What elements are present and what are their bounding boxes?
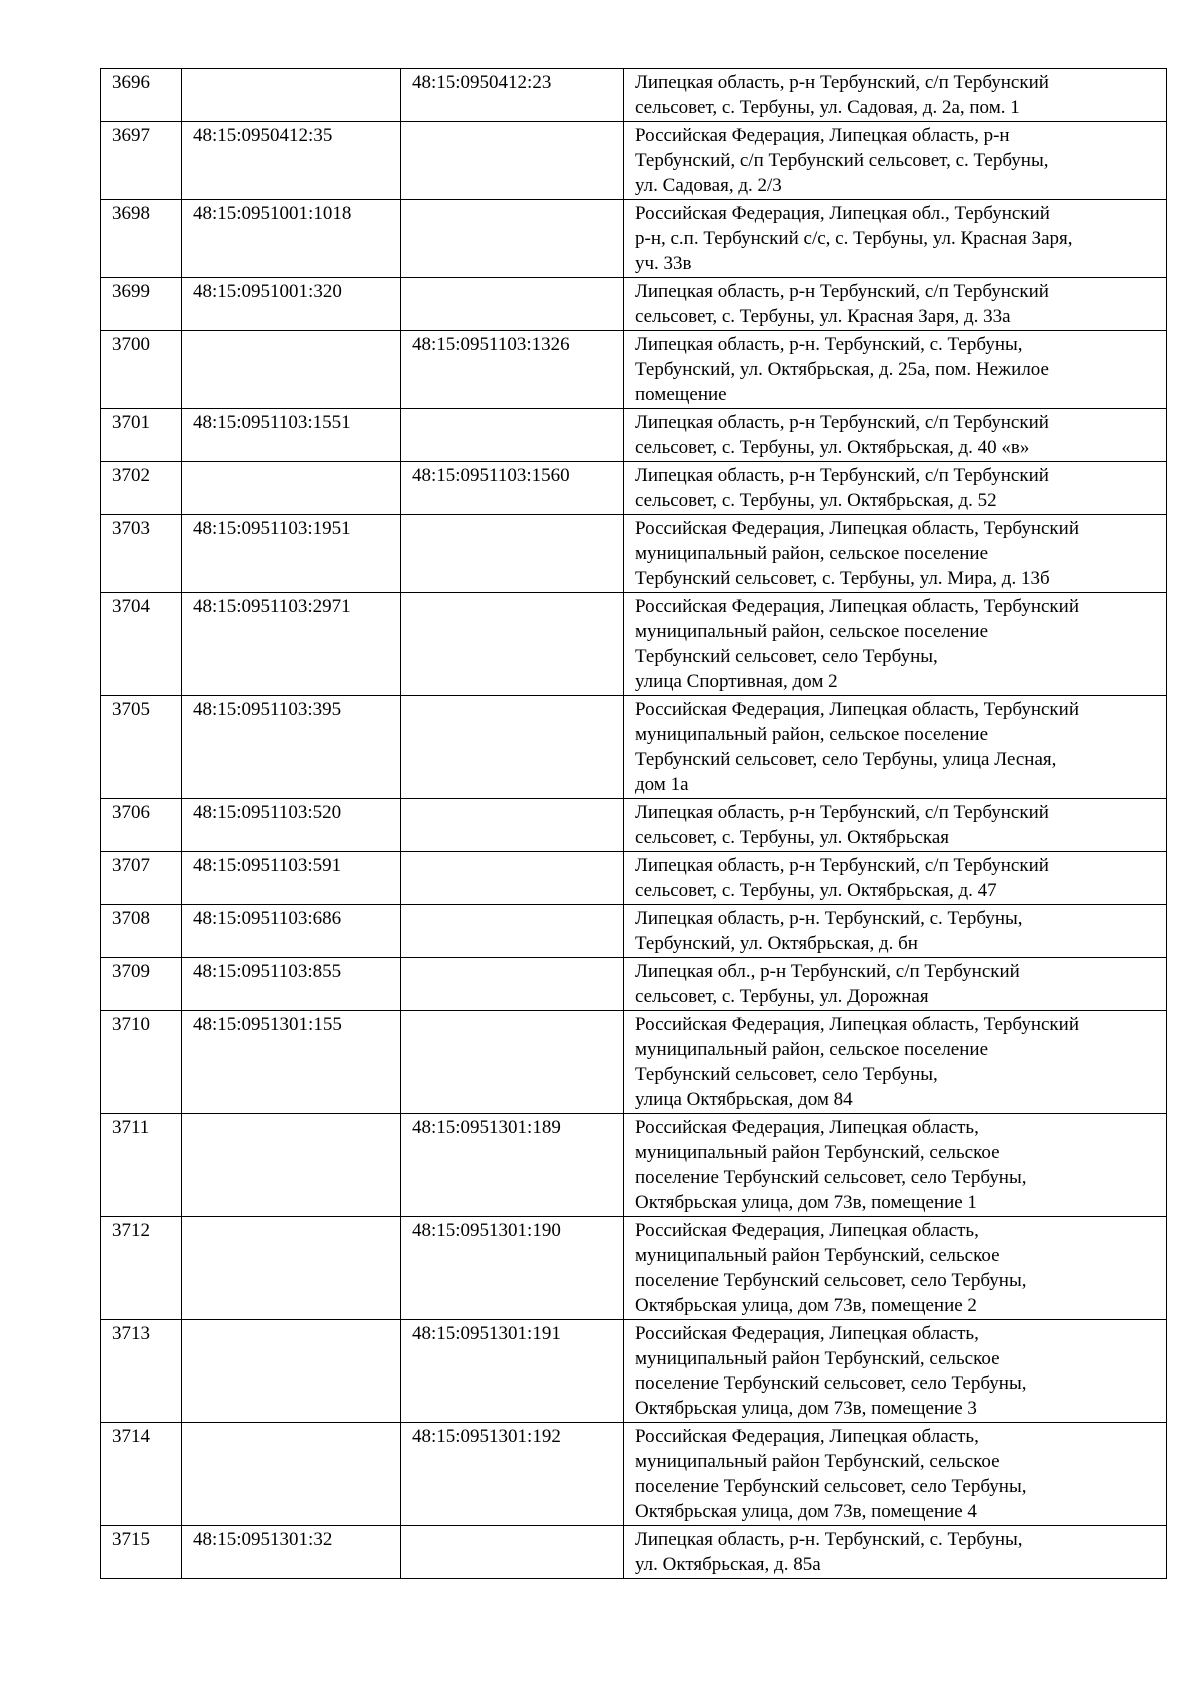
- row-number-cell: 3701: [101, 409, 182, 462]
- address-line: Российская Федерация, Липецкая область, Тербунский: [635, 596, 1079, 617]
- row-number-cell: 3700: [101, 331, 182, 409]
- address-line: Тербунский сельсовет, село Тербуны, улица Лесная,: [635, 749, 1057, 770]
- address-line: Октябрьская улица, дом 73в, помещение 4: [635, 1501, 977, 1522]
- address-line: муниципальный район, сельское поселение: [635, 543, 989, 564]
- table-row: [101, 1114, 1167, 1217]
- address-cell: [624, 905, 1167, 958]
- building-cadastral-number-cell: [401, 200, 624, 278]
- table-row: [101, 1526, 1167, 1579]
- address-line: сельсовет, с. Тербуны, ул. Октябрьская, д. 52: [635, 490, 997, 511]
- address-cell: [624, 515, 1167, 593]
- land-cadastral-number-cell: 48:15:0951103:520: [182, 799, 401, 852]
- address-line: Российская Федерация, Липецкая область, Тербунский: [635, 1014, 1079, 1035]
- address-line: улица Спортивная, дом 2: [635, 671, 838, 692]
- land-cadastral-number-cell: 48:15:0951103:2971: [182, 593, 401, 696]
- table-row: [101, 1423, 1167, 1526]
- address-line: муниципальный район Тербунский, сельское: [635, 1142, 1000, 1163]
- address-line: уч. 33в: [635, 253, 692, 274]
- address-line: Тербунский, с/п Тербунский сельсовет, с. Тербуны,: [635, 150, 1049, 171]
- row-number-cell: 3697: [101, 122, 182, 200]
- address-cell: [624, 278, 1167, 331]
- table-row: [101, 200, 1167, 278]
- land-cadastral-number-cell: [182, 69, 401, 122]
- address-line: Российская Федерация, Липецкая область,: [635, 1117, 979, 1138]
- table-row: [101, 515, 1167, 593]
- address-cell: [624, 409, 1167, 462]
- building-cadastral-number-cell: [401, 409, 624, 462]
- address-line: Тербунский, ул. Октябрьская, д. 25а, пом. Нежилое: [635, 359, 1049, 380]
- row-number-cell: 3710: [101, 1011, 182, 1114]
- table-row: [101, 69, 1167, 122]
- address-line: Тербунский сельсовет, с. Тербуны, ул. Мира, д. 13б: [635, 568, 1050, 589]
- address-cell: [624, 799, 1167, 852]
- address-line: Российская Федерация, Липецкая область,: [635, 1426, 979, 1447]
- table-row: [101, 905, 1167, 958]
- address-line: Российская Федерация, Липецкая область, р-н: [635, 125, 1010, 146]
- row-number-cell: 3706: [101, 799, 182, 852]
- address-line: ул. Октябрьская, д. 85а: [635, 1554, 821, 1575]
- address-line: муниципальный район Тербунский, сельское: [635, 1348, 1000, 1369]
- land-cadastral-number-cell: 48:15:0951301:155: [182, 1011, 401, 1114]
- address-line: ул. Садовая, д. 2/3: [635, 175, 782, 196]
- land-cadastral-number-cell: 48:15:0951103:855: [182, 958, 401, 1011]
- address-line: Октябрьская улица, дом 73в, помещение 1: [635, 1192, 977, 1213]
- table-row: [101, 1217, 1167, 1320]
- table-row: [101, 593, 1167, 696]
- address-line: муниципальный район, сельское поселение: [635, 621, 989, 642]
- address-line: дом 1а: [635, 774, 689, 795]
- address-line: сельсовет, с. Тербуны, ул. Дорожная: [635, 986, 929, 1007]
- land-cadastral-number-cell: [182, 1114, 401, 1217]
- land-cadastral-number-cell: [182, 331, 401, 409]
- land-cadastral-number-cell: [182, 1423, 401, 1526]
- row-number-cell: 3714: [101, 1423, 182, 1526]
- address-cell: [624, 958, 1167, 1011]
- address-line: Липецкая область, р-н Тербунский, с/п Тербунский: [635, 72, 1049, 93]
- address-cell: [624, 69, 1167, 122]
- land-cadastral-number-cell: [182, 1217, 401, 1320]
- row-number-cell: 3711: [101, 1114, 182, 1217]
- land-cadastral-number-cell: 48:15:0951103:1551: [182, 409, 401, 462]
- row-number-cell: 3707: [101, 852, 182, 905]
- row-number-cell: 3715: [101, 1526, 182, 1579]
- land-cadastral-number-cell: 48:15:0951103:591: [182, 852, 401, 905]
- row-number-cell: 3709: [101, 958, 182, 1011]
- address-cell: [624, 1217, 1167, 1320]
- building-cadastral-number-cell: 48:15:0951103:1560: [401, 462, 624, 515]
- table-row: [101, 409, 1167, 462]
- address-cell: [624, 1320, 1167, 1423]
- land-cadastral-number-cell: 48:15:0951103:1951: [182, 515, 401, 593]
- address-line: сельсовет, с. Тербуны, ул. Октябрьская, д. 47: [635, 880, 997, 901]
- building-cadastral-number-cell: [401, 122, 624, 200]
- table-row: [101, 696, 1167, 799]
- row-number-cell: 3708: [101, 905, 182, 958]
- address-line: Российская Федерация, Липецкая область,: [635, 1220, 979, 1241]
- row-number-cell: 3696: [101, 69, 182, 122]
- address-line: улица Октябрьская, дом 84: [635, 1089, 853, 1110]
- row-number-cell: 3698: [101, 200, 182, 278]
- building-cadastral-number-cell: 48:15:0951301:191: [401, 1320, 624, 1423]
- table-row: [101, 1011, 1167, 1114]
- address-cell: [624, 1423, 1167, 1526]
- land-cadastral-number-cell: [182, 1320, 401, 1423]
- address-cell: [624, 122, 1167, 200]
- row-number-cell: 3705: [101, 696, 182, 799]
- land-cadastral-number-cell: 48:15:0951103:395: [182, 696, 401, 799]
- table-row: [101, 958, 1167, 1011]
- building-cadastral-number-cell: [401, 799, 624, 852]
- address-line: помещение: [635, 384, 727, 405]
- address-cell: [624, 852, 1167, 905]
- land-cadastral-number-cell: 48:15:0951301:32: [182, 1526, 401, 1579]
- row-number-cell: 3704: [101, 593, 182, 696]
- address-line: Октябрьская улица, дом 73в, помещение 2: [635, 1295, 977, 1316]
- address-line: Тербунский сельсовет, село Тербуны,: [635, 646, 938, 667]
- building-cadastral-number-cell: [401, 905, 624, 958]
- address-cell: [624, 1011, 1167, 1114]
- address-line: муниципальный район Тербунский, сельское: [635, 1245, 1000, 1266]
- address-cell: [624, 1114, 1167, 1217]
- address-line: муниципальный район, сельское поселение: [635, 724, 989, 745]
- address-cell: [624, 1526, 1167, 1579]
- address-line: Липецкая область, р-н. Тербунский, с. Тербуны,: [635, 908, 1023, 929]
- address-cell: [624, 593, 1167, 696]
- row-number-cell: 3699: [101, 278, 182, 331]
- address-line: Липецкая обл., р-н Тербунский, с/п Тербунский: [635, 961, 1020, 982]
- address-line: сельсовет, с. Тербуны, ул. Октябрьская, д. 40 «в»: [635, 437, 1030, 458]
- land-cadastral-number-cell: 48:15:0951001:320: [182, 278, 401, 331]
- address-line: муниципальный район, сельское поселение: [635, 1039, 989, 1060]
- address-line: Российская Федерация, Липецкая область, Тербунский: [635, 699, 1079, 720]
- row-number-cell: 3712: [101, 1217, 182, 1320]
- building-cadastral-number-cell: 48:15:0951301:192: [401, 1423, 624, 1526]
- table-row: [101, 852, 1167, 905]
- address-line: Тербунский, ул. Октябрьская, д. бн: [635, 933, 918, 954]
- building-cadastral-number-cell: [401, 958, 624, 1011]
- building-cadastral-number-cell: [401, 1526, 624, 1579]
- address-cell: [624, 200, 1167, 278]
- address-cell: [624, 696, 1167, 799]
- table-row: [101, 122, 1167, 200]
- table-row: [101, 331, 1167, 409]
- address-line: р-н, с.п. Тербунский с/с, с. Тербуны, ул. Красная Заря,: [635, 228, 1073, 249]
- address-line: Липецкая область, р-н. Тербунский, с. Тербуны,: [635, 1529, 1023, 1550]
- property-registry-table: [100, 68, 1167, 1579]
- address-line: Липецкая область, р-н Тербунский, с/п Тербунский: [635, 281, 1049, 302]
- registry-table-body: [101, 69, 1167, 1579]
- address-line: муниципальный район Тербунский, сельское: [635, 1451, 1000, 1472]
- table-row: [101, 462, 1167, 515]
- address-line: Липецкая область, р-н. Тербунский, с. Тербуны,: [635, 334, 1023, 355]
- building-cadastral-number-cell: [401, 515, 624, 593]
- address-line: поселение Тербунский сельсовет, село Тербуны,: [635, 1167, 1027, 1188]
- address-line: сельсовет, с. Тербуны, ул. Октябрьская: [635, 827, 949, 848]
- land-cadastral-number-cell: 48:15:0950412:35: [182, 122, 401, 200]
- building-cadastral-number-cell: 48:15:0951301:190: [401, 1217, 624, 1320]
- address-line: поселение Тербунский сельсовет, село Тербуны,: [635, 1476, 1027, 1497]
- table-row: [101, 799, 1167, 852]
- row-number-cell: 3702: [101, 462, 182, 515]
- building-cadastral-number-cell: 48:15:0950412:23: [401, 69, 624, 122]
- row-number-cell: 3713: [101, 1320, 182, 1423]
- address-line: Липецкая область, р-н Тербунский, с/п Тербунский: [635, 412, 1049, 433]
- building-cadastral-number-cell: [401, 278, 624, 331]
- address-line: сельсовет, с. Тербуны, ул. Красная Заря, д. 33а: [635, 306, 1011, 327]
- building-cadastral-number-cell: [401, 696, 624, 799]
- building-cadastral-number-cell: 48:15:0951103:1326: [401, 331, 624, 409]
- address-line: Октябрьская улица, дом 73в, помещение 3: [635, 1398, 977, 1419]
- address-cell: [624, 331, 1167, 409]
- land-cadastral-number-cell: 48:15:0951001:1018: [182, 200, 401, 278]
- address-line: Тербунский сельсовет, село Тербуны,: [635, 1064, 938, 1085]
- address-line: поселение Тербунский сельсовет, село Тербуны,: [635, 1270, 1027, 1291]
- address-line: Российская Федерация, Липецкая область,: [635, 1323, 979, 1344]
- table-row: [101, 278, 1167, 331]
- land-cadastral-number-cell: [182, 462, 401, 515]
- address-line: Липецкая область, р-н Тербунский, с/п Тербунский: [635, 802, 1049, 823]
- table-row: [101, 1320, 1167, 1423]
- address-line: Российская Федерация, Липецкая область, Тербунский: [635, 518, 1079, 539]
- address-line: поселение Тербунский сельсовет, село Тербуны,: [635, 1373, 1027, 1394]
- building-cadastral-number-cell: [401, 852, 624, 905]
- land-cadastral-number-cell: 48:15:0951103:686: [182, 905, 401, 958]
- document-page: [100, 68, 1166, 1579]
- address-line: Липецкая область, р-н Тербунский, с/п Тербунский: [635, 855, 1049, 876]
- address-line: сельсовет, с. Тербуны, ул. Садовая, д. 2а, пом. 1: [635, 97, 1020, 118]
- building-cadastral-number-cell: [401, 1011, 624, 1114]
- address-line: Липецкая область, р-н Тербунский, с/п Тербунский: [635, 465, 1049, 486]
- address-line: Российская Федерация, Липецкая обл., Тербунский: [635, 203, 1050, 224]
- building-cadastral-number-cell: [401, 593, 624, 696]
- address-cell: [624, 462, 1167, 515]
- building-cadastral-number-cell: 48:15:0951301:189: [401, 1114, 624, 1217]
- row-number-cell: 3703: [101, 515, 182, 593]
